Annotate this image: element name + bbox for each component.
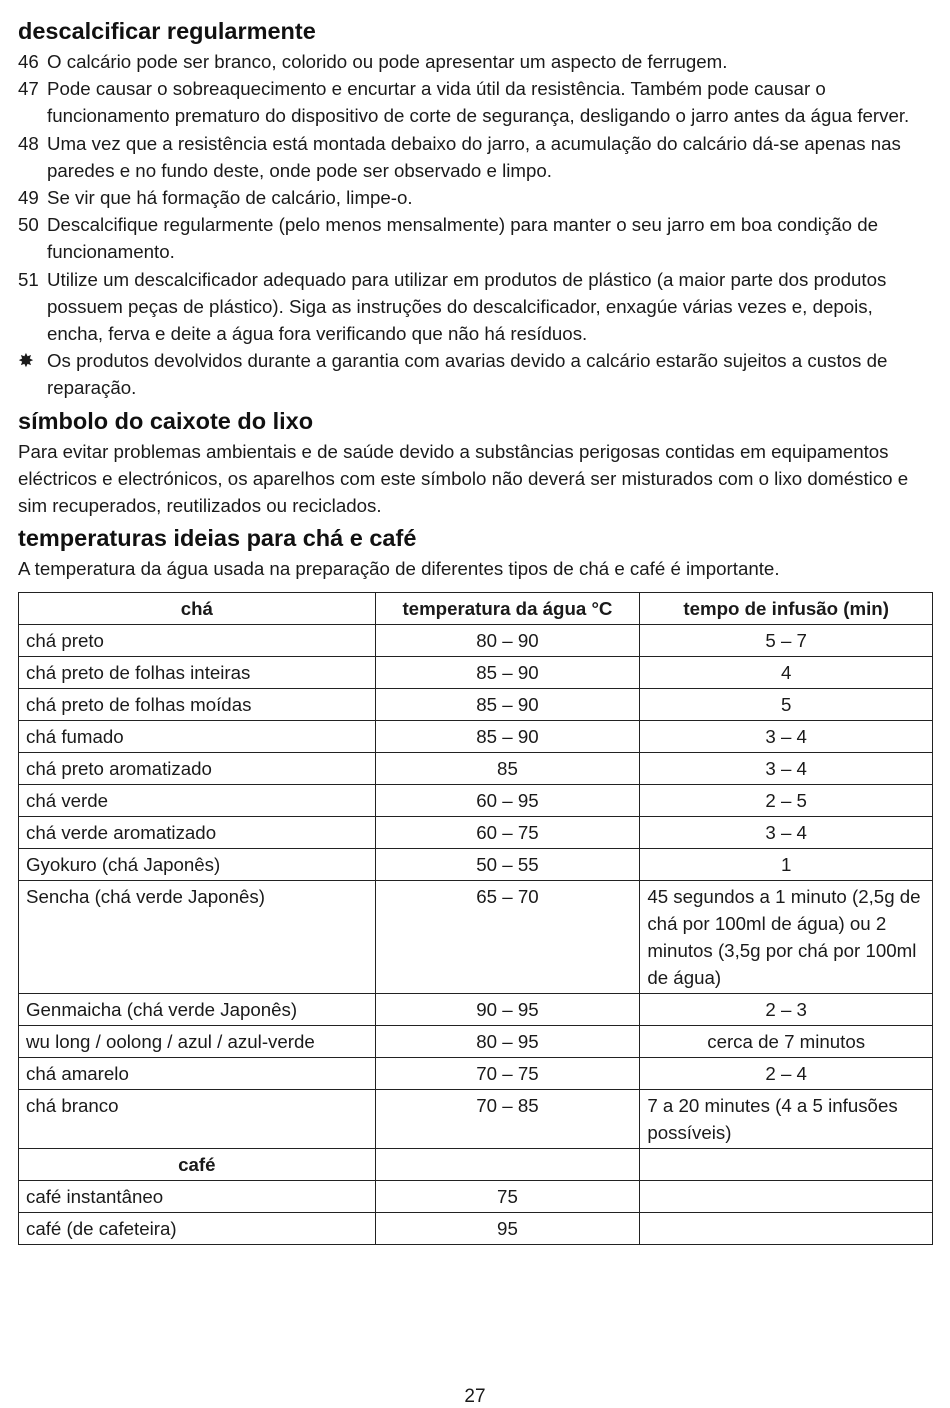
- infusion-time-cell: 3 – 4: [640, 721, 933, 753]
- item-text: Utilize um descalcificador adequado para utilizar em produtos de plástico (a maior parte dos produtos possuem peças de plástico). Siga as instruções do descalcificador, enxagúe várias vezes e, depois, encha, ferva e deite a água fora verificando que não há resíduos.: [47, 268, 887, 345]
- temperature-cell: 60 – 95: [375, 785, 640, 817]
- item-text: Descalcifique regularmente (pelo menos mensalmente) para manter o seu jarro em boa condição de funcionamento.: [47, 214, 878, 263]
- table-header-row: [19, 593, 933, 625]
- infusion-time-cell: cerca de 7 minutos: [640, 1026, 933, 1058]
- document-page: [18, 14, 934, 1245]
- temperature-cell: 80 – 90: [375, 625, 640, 657]
- tea-name-cell: café (de cafeteira): [19, 1213, 376, 1245]
- section-bin-symbol: [18, 404, 934, 520]
- column-header-tea: chá: [19, 593, 376, 625]
- temperature-cell: 85 – 90: [375, 689, 640, 721]
- table-row: [19, 689, 933, 721]
- temperature-cell: 85 – 90: [375, 657, 640, 689]
- warning-note: [18, 347, 934, 401]
- tea-name-cell: chá preto aromatizado: [19, 753, 376, 785]
- list-item: [18, 184, 934, 211]
- table-row: [19, 785, 933, 817]
- tea-name-cell: café instantâneo: [19, 1181, 376, 1213]
- coffee-table-body: [19, 1149, 933, 1181]
- table-cell: [375, 1149, 640, 1181]
- infusion-time-cell: [640, 1213, 933, 1245]
- item-number: 47: [18, 78, 39, 100]
- table-row: [19, 1181, 933, 1213]
- infusion-time-cell: 45 segundos a 1 minuto (2,5g de chá por 100ml de água) ou 2 minutos (3,5g por chá por 100ml de água): [640, 881, 933, 994]
- infusion-time-cell: 1: [640, 849, 933, 881]
- warning-note-text: Os produtos devolvidos durante a garantia com avarias devido a calcário estarão sujeitos a custos de reparação.: [47, 350, 888, 399]
- tea-table-body: [19, 625, 933, 1149]
- section-title-descaling: descalcificar regularmente: [18, 18, 316, 44]
- infusion-time-cell: 7 a 20 minutes (4 a 5 infusões possíveis): [640, 1090, 933, 1149]
- table-row: [19, 721, 933, 753]
- tea-name-cell: chá verde: [19, 785, 376, 817]
- temperature-cell: 65 – 70: [375, 881, 640, 994]
- coffee-header: café: [19, 1149, 376, 1181]
- list-item: [18, 266, 934, 348]
- item-number: 51: [18, 268, 39, 290]
- tea-name-cell: chá amarelo: [19, 1058, 376, 1090]
- tea-name-cell: chá branco: [19, 1090, 376, 1149]
- temperature-cell: 85: [375, 753, 640, 785]
- temperature-cell: 85 – 90: [375, 721, 640, 753]
- list-item: [18, 75, 934, 129]
- infusion-time-cell: 3 – 4: [640, 753, 933, 785]
- list-item: [18, 130, 934, 184]
- tea-name-cell: chá preto: [19, 625, 376, 657]
- table-row: [19, 881, 933, 994]
- tea-name-cell: wu long / oolong / azul / azul-verde: [19, 1026, 376, 1058]
- section-temperatures: [18, 521, 934, 1245]
- temperatures-intro: A temperatura da água usada na preparação de diferentes tipos de chá e café é importante.: [18, 558, 780, 580]
- tea-name-cell: Gyokuro (chá Japonês): [19, 849, 376, 881]
- temperature-cell: 80 – 95: [375, 1026, 640, 1058]
- bin-symbol-text: Para evitar problemas ambientais e de saúde devido a substâncias perigosas contidas em equipamentos eléctricos e electrónicos, os aparelhos com este símbolo não deverá ser misturados com o lixo doméstico e sim recuperados, reutilizados ou reciclados.: [18, 440, 909, 517]
- column-header-temperature: temperatura da água °C: [375, 593, 640, 625]
- tea-name-cell: chá preto de folhas moídas: [19, 689, 376, 721]
- infusion-time-cell: 5 – 7: [640, 625, 933, 657]
- table-row: [19, 1213, 933, 1245]
- temperature-cell: 50 – 55: [375, 849, 640, 881]
- table-row: [19, 753, 933, 785]
- item-text: Se vir que há formação de calcário, limpe-o.: [47, 187, 413, 209]
- infusion-time-cell: [640, 1181, 933, 1213]
- infusion-time-cell: 3 – 4: [640, 817, 933, 849]
- table-row: [19, 994, 933, 1026]
- infusion-time-cell: 4: [640, 657, 933, 689]
- descaling-list: [18, 48, 934, 402]
- section-title-temperatures: temperaturas ideias para chá e café: [18, 525, 417, 552]
- temperature-cell: 75: [375, 1181, 640, 1213]
- page-number: 27: [464, 1386, 486, 1407]
- table-row: [19, 1090, 933, 1149]
- list-item: [18, 211, 934, 265]
- temperature-cell: 70 – 85: [375, 1090, 640, 1149]
- infusion-time-cell: 5: [640, 689, 933, 721]
- warning-star-icon: ✸: [18, 351, 34, 373]
- tea-name-cell: Genmaicha (chá verde Japonês): [19, 994, 376, 1026]
- tea-name-cell: chá verde aromatizado: [19, 817, 376, 849]
- tea-temperature-table: [18, 592, 933, 1245]
- item-text: Uma vez que a resistência está montada debaixo do jarro, a acumulação do calcário dá-se apenas nas paredes e no fundo deste, onde pode ser observado e limpo.: [47, 132, 901, 181]
- coffee-rows: [19, 1181, 933, 1245]
- tea-name-cell: Sencha (chá verde Japonês): [19, 881, 376, 994]
- column-header-infusion-time: tempo de infusão (min): [640, 593, 933, 625]
- tea-name-cell: chá fumado: [19, 721, 376, 753]
- item-number: 48: [18, 132, 39, 154]
- temperature-cell: 95: [375, 1213, 640, 1245]
- temperature-cell: 90 – 95: [375, 994, 640, 1026]
- infusion-time-cell: 2 – 3: [640, 994, 933, 1026]
- infusion-time-cell: 2 – 5: [640, 785, 933, 817]
- section-descaling: [18, 14, 934, 402]
- section-title-bin-symbol: símbolo do caixote do lixo: [18, 407, 314, 434]
- table-row: [19, 1058, 933, 1090]
- table-row: [19, 849, 933, 881]
- item-text: Pode causar o sobreaquecimento e encurtar a vida útil da resistência. Também pode causar o funcionamento prematuro do dispositivo de corte de segurança, desligando o jarro antes da água ferver.: [47, 78, 910, 127]
- item-number: 49: [18, 187, 39, 209]
- temperature-cell: 60 – 75: [375, 817, 640, 849]
- tea-name-cell: chá preto de folhas inteiras: [19, 657, 376, 689]
- table-row: [19, 1026, 933, 1058]
- item-text: O calcário pode ser branco, colorido ou pode apresentar um aspecto de ferrugem.: [47, 51, 728, 72]
- infusion-time-cell: 2 – 4: [640, 1058, 933, 1090]
- table-row: [19, 817, 933, 849]
- table-cell: [640, 1149, 933, 1181]
- item-number: 50: [18, 214, 39, 236]
- table-row: [19, 625, 933, 657]
- coffee-header-row: [19, 1149, 933, 1181]
- temperature-cell: 70 – 75: [375, 1058, 640, 1090]
- item-number: 46: [18, 51, 39, 72]
- list-item: [18, 48, 934, 75]
- table-row: [19, 657, 933, 689]
